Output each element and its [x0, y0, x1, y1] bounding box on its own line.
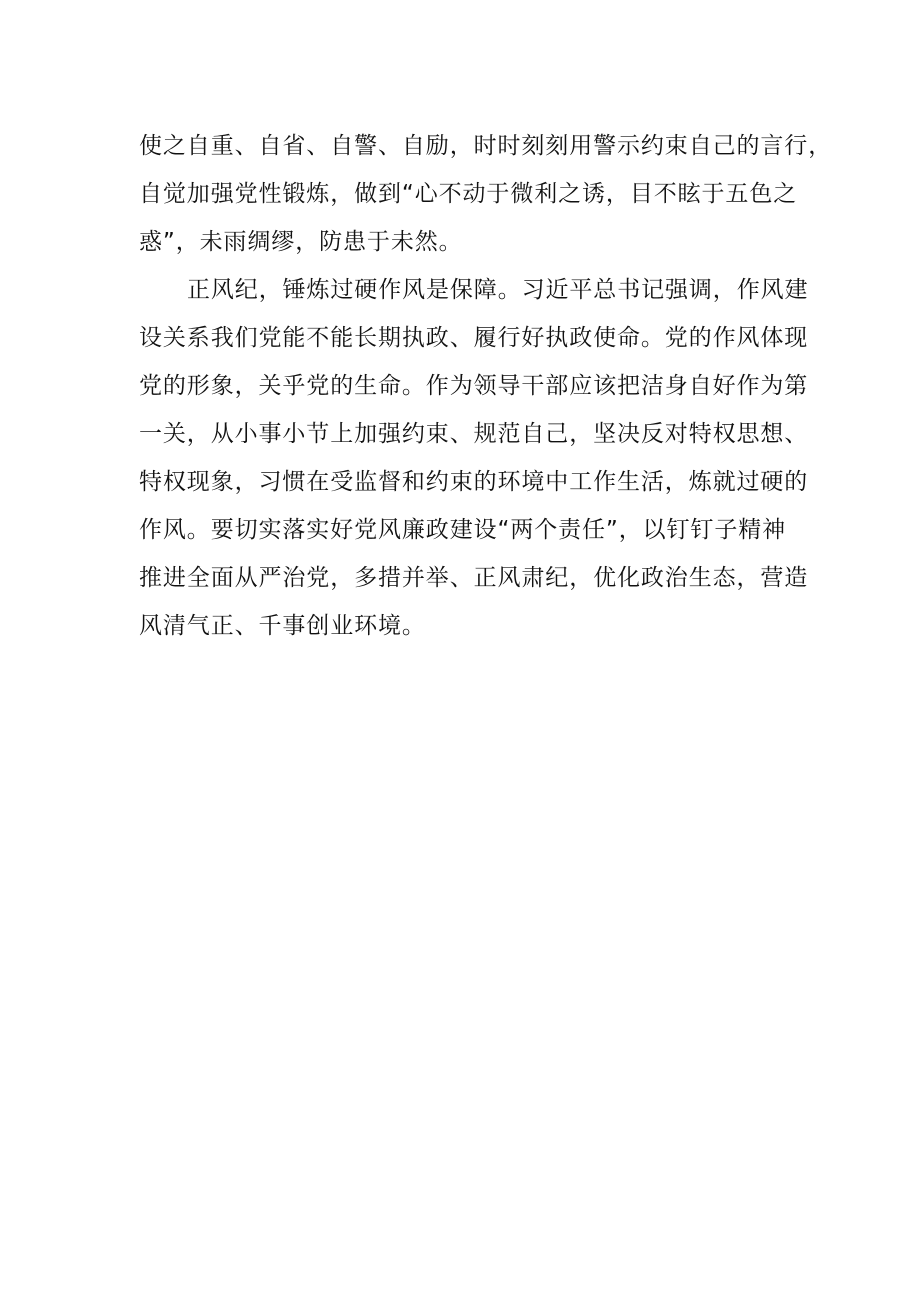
paragraph-2	[139, 266, 809, 650]
text-line: 作风。要切实落实好党风廉政建设“两个责任”，以钉钉子精神	[139, 517, 787, 543]
text-line: 正风纪，锤炼过硬作风是保障。习近平总书记强调，作风建	[187, 277, 809, 303]
text-line: 自觉加强党性锻炼，做到“心不动于微利之诱，目不眩于五色之	[139, 181, 798, 207]
paragraph-1	[139, 122, 833, 266]
text-line: 党的形象，关乎党的生命。作为领导干部应该把洁身自好作为第	[139, 373, 809, 399]
document-body	[139, 122, 833, 650]
text-line: 一关，从小事小节上加强约束、规范自己，坚决反对特权思想、	[139, 421, 809, 447]
text-line: 特权现象，习惯在受监督和约束的环境中工作生活，炼就过硬的	[139, 469, 809, 495]
text-line: 惑”，未雨绸缪，防患于未然。	[139, 229, 463, 255]
text-line: 使之自重、自省、自警、自励，时时刻刻用警示约束自己的言行，	[139, 133, 833, 159]
text-line: 推进全面从严治党，多措并举、正风肃纪，优化政治生态，营造	[139, 565, 809, 591]
text-line: 风清气正、千事创业环境。	[139, 613, 426, 639]
text-line: 设关系我们党能不能长期执政、履行好执政使命。党的作风体现	[139, 325, 809, 351]
